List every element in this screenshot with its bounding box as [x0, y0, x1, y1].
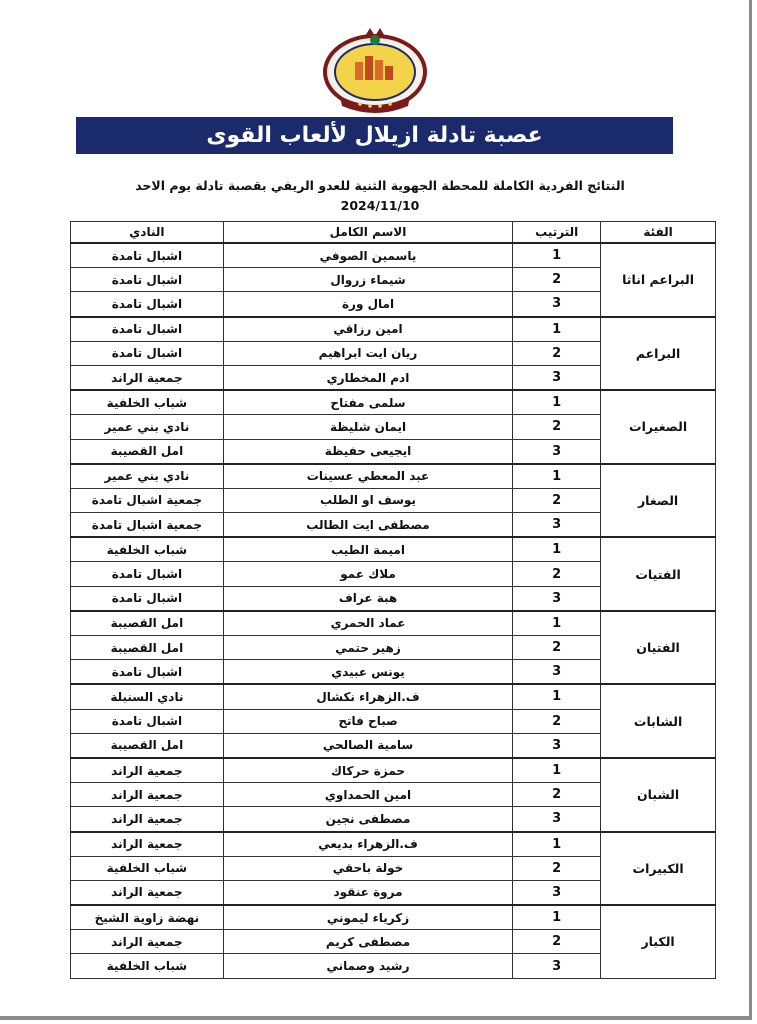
rank-cell: 2 — [513, 709, 601, 733]
table-row — [71, 832, 716, 857]
category-cell: الصغار — [601, 464, 716, 538]
rank-cell: 3 — [513, 513, 601, 538]
rank-cell: 1 — [513, 243, 601, 268]
rank-cell: 2 — [513, 488, 601, 512]
name-cell: مصطفى ايت الطالب — [223, 513, 512, 538]
name-cell: سامية الصالحي — [223, 733, 512, 758]
league-title-banner — [76, 117, 673, 154]
club-cell: امل القصيبة — [71, 439, 224, 464]
name-cell: ايمان شليظة — [223, 415, 512, 439]
name-cell: ف.الزهراء نكشال — [223, 684, 512, 709]
name-cell: شيماء زروال — [223, 268, 512, 292]
name-cell: ادم المخطاري — [223, 365, 512, 390]
club-cell: جمعية الراند — [71, 758, 224, 783]
club-cell: اشبال تامدة — [71, 586, 224, 611]
rank-cell: 3 — [513, 954, 601, 978]
club-cell: نادي السنبلة — [71, 684, 224, 709]
header-club: النادي — [71, 222, 224, 244]
results-subtitle — [80, 176, 680, 216]
club-cell: نادي بني عمير — [71, 464, 224, 489]
table-header-row — [71, 222, 716, 244]
name-cell: رشيد وصماني — [223, 954, 512, 978]
name-cell: زكرياء ليموني — [223, 905, 512, 930]
header-name: الاسم الكامل — [223, 222, 512, 244]
subtitle-text: النتائج الفردية الكاملة للمحطة الجهوية الثنية للعدو الريفي بقصبة تادلة يوم الاحد — [135, 178, 625, 193]
name-cell: امال ورة — [223, 292, 512, 317]
rank-cell: 3 — [513, 365, 601, 390]
club-cell: امل القصيبة — [71, 611, 224, 636]
category-cell: الفتيان — [601, 611, 716, 685]
league-title: عصبة تادلة ازيلال لألعاب القوى — [206, 123, 543, 148]
rank-cell: 2 — [513, 930, 601, 954]
name-cell: ياسمين الصوفي — [223, 243, 512, 268]
club-cell: اشبال تامدة — [71, 660, 224, 685]
club-cell: جمعية الراند — [71, 783, 224, 807]
club-cell: جمعية الراند — [71, 365, 224, 390]
table-row — [71, 390, 716, 415]
name-cell: حمزة حركاك — [223, 758, 512, 783]
rank-cell: 1 — [513, 832, 601, 857]
club-cell: جمعية اشبال تامدة — [71, 513, 224, 538]
club-cell: امل القصيبة — [71, 636, 224, 660]
name-cell: سلمى مفتاح — [223, 390, 512, 415]
club-cell: نهضة زاوية الشيخ — [71, 905, 224, 930]
name-cell: مصطفى كريم — [223, 930, 512, 954]
name-cell: ايجيعى حفيظة — [223, 439, 512, 464]
rank-cell: 1 — [513, 390, 601, 415]
name-cell: مصطفى نجين — [223, 807, 512, 832]
club-cell: امل القصيبة — [71, 733, 224, 758]
rank-cell: 2 — [513, 268, 601, 292]
rank-cell: 1 — [513, 464, 601, 489]
name-cell: عبد المعطي عسينات — [223, 464, 512, 489]
category-cell: الشابات — [601, 684, 716, 758]
results-body — [71, 243, 716, 978]
table-row — [71, 464, 716, 489]
club-cell: اشبال تامدة — [71, 243, 224, 268]
rank-cell: 3 — [513, 586, 601, 611]
club-cell: شباب الخلفية — [71, 856, 224, 880]
club-cell: شباب الخلفية — [71, 390, 224, 415]
club-cell: جمعية الراند — [71, 832, 224, 857]
club-cell: اشبال تامدة — [71, 292, 224, 317]
name-cell: ملاك عمو — [223, 562, 512, 586]
category-cell: الشبان — [601, 758, 716, 832]
club-cell: اشبال تامدة — [71, 317, 224, 342]
name-cell: مروة عنقود — [223, 880, 512, 905]
table-row — [71, 243, 716, 268]
club-cell: اشبال تامدة — [71, 341, 224, 365]
rank-cell: 3 — [513, 660, 601, 685]
name-cell: زهير حتمي — [223, 636, 512, 660]
results-table — [70, 221, 716, 979]
rank-cell: 2 — [513, 783, 601, 807]
table-row — [71, 905, 716, 930]
name-cell: يوسف او الطلب — [223, 488, 512, 512]
rank-cell: 2 — [513, 856, 601, 880]
header-category: الفئة — [601, 222, 716, 244]
name-cell: عماد الحمري — [223, 611, 512, 636]
name-cell: خولة باحقي — [223, 856, 512, 880]
name-cell: صباح فاتح — [223, 709, 512, 733]
club-cell: جمعية الراند — [71, 930, 224, 954]
name-cell: ريان ايت ابراهيم — [223, 341, 512, 365]
name-cell: يونس عبيدي — [223, 660, 512, 685]
table-row — [71, 684, 716, 709]
rank-cell: 1 — [513, 317, 601, 342]
table-row — [71, 758, 716, 783]
club-cell: نادي بني عمير — [71, 415, 224, 439]
club-cell: اشبال تامدة — [71, 562, 224, 586]
rank-cell: 1 — [513, 537, 601, 562]
category-cell: الكبيرات — [601, 832, 716, 906]
rank-cell: 3 — [513, 292, 601, 317]
rank-cell: 2 — [513, 341, 601, 365]
rank-cell: 3 — [513, 733, 601, 758]
category-cell: الصغيرات — [601, 390, 716, 464]
table-row — [71, 611, 716, 636]
category-cell: البراعم اناثا — [601, 243, 716, 317]
category-cell: الكبار — [601, 905, 716, 978]
club-cell: جمعية الراند — [71, 880, 224, 905]
club-cell: شباب الخلفية — [71, 954, 224, 978]
rank-cell: 2 — [513, 415, 601, 439]
table-row — [71, 537, 716, 562]
name-cell: ف.الزهراء بديعي — [223, 832, 512, 857]
club-cell: جمعية الراند — [71, 807, 224, 832]
table-row — [71, 317, 716, 342]
rank-cell: 1 — [513, 611, 601, 636]
name-cell: امين الحمداوي — [223, 783, 512, 807]
rank-cell: 2 — [513, 636, 601, 660]
rank-cell: 2 — [513, 562, 601, 586]
club-cell: شباب الخلفية — [71, 537, 224, 562]
category-cell: الفتيات — [601, 537, 716, 611]
rank-cell: 3 — [513, 880, 601, 905]
rank-cell: 1 — [513, 905, 601, 930]
subtitle-date: 2024/11/10 — [340, 198, 420, 213]
rank-cell: 1 — [513, 758, 601, 783]
club-cell: اشبال تامدة — [71, 709, 224, 733]
rank-cell: 3 — [513, 439, 601, 464]
category-cell: البراعم — [601, 317, 716, 391]
header-rank: الترتيب — [513, 222, 601, 244]
league-logo — [320, 22, 430, 114]
name-cell: امين رزاقي — [223, 317, 512, 342]
rank-cell: 1 — [513, 684, 601, 709]
rank-cell: 3 — [513, 807, 601, 832]
name-cell: هبة عراف — [223, 586, 512, 611]
club-cell: اشبال تامدة — [71, 268, 224, 292]
club-cell: جمعية اشبال تامدة — [71, 488, 224, 512]
name-cell: اميمة الطيب — [223, 537, 512, 562]
